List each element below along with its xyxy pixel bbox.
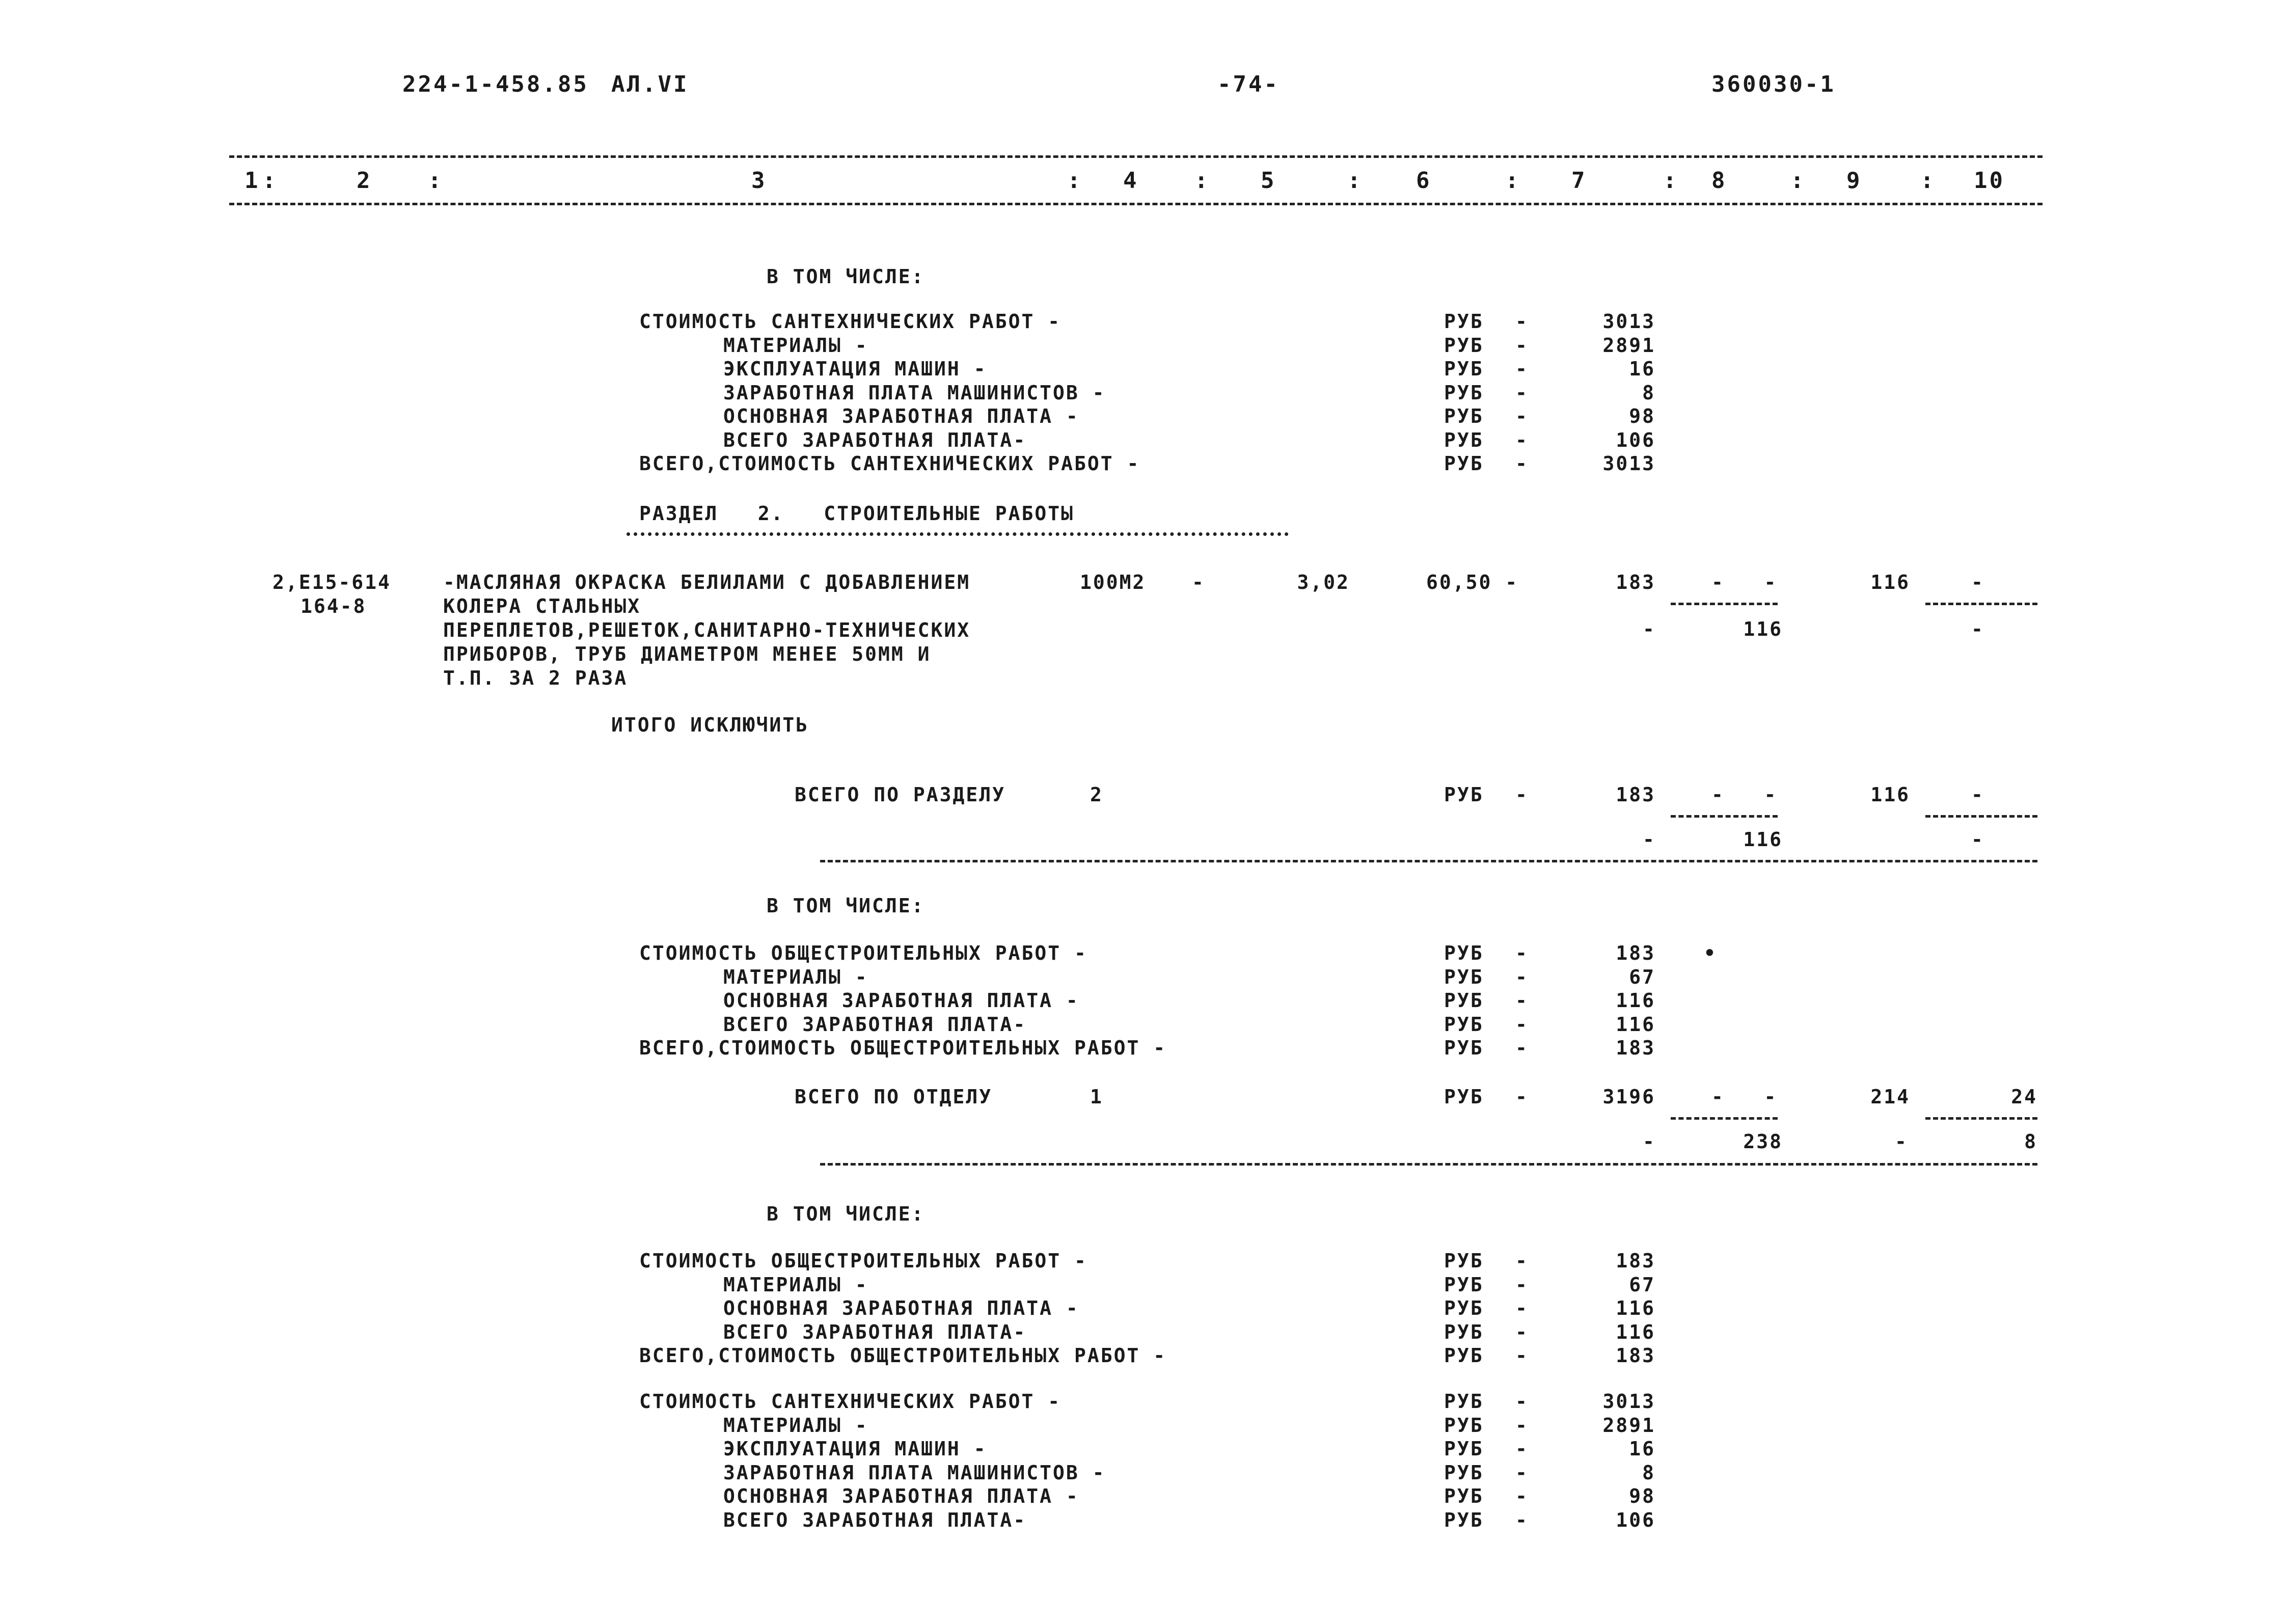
- summary-label: СТОИМОСТЬ САНТЕХНИЧЕСКИХ РАБОТ -: [639, 310, 1062, 333]
- summary-label: ЗАРАБОТНАЯ ПЛАТА МАШИНИСТОВ -: [723, 381, 1106, 404]
- section-total-label: ВСЕГО ПО РАЗДЕЛУ: [795, 783, 1006, 806]
- dept-total-c9-bottom: -: [1895, 1130, 1908, 1153]
- summary-value: 183: [1616, 1250, 1655, 1272]
- column-number: 9: [1846, 168, 1862, 194]
- summary-label: ВСЕГО ЗАРАБОТНАЯ ПЛАТА-: [723, 428, 1027, 451]
- summary-value: 16: [1629, 358, 1655, 380]
- dept-total-num: 1: [1090, 1086, 1103, 1108]
- section2-title: РАЗДЕЛ 2. СТРОИТЕЛЬНЫЕ РАБОТЫ: [639, 502, 1074, 525]
- summary-label: ОСНОВНАЯ ЗАРАБОТНАЯ ПЛАТА -: [723, 1485, 1079, 1507]
- summary-dash: -: [1515, 1013, 1529, 1036]
- column-number: 4: [1123, 168, 1139, 194]
- summary-unit: РУБ: [1444, 1461, 1484, 1484]
- section-total-c9: 116: [1870, 783, 1910, 806]
- summary-value: 67: [1629, 1273, 1655, 1296]
- section-total-c8-top: - -: [1711, 783, 1778, 806]
- summary-label: ВСЕГО,СТОИМОСТЬ ОБЩЕСТРОИТЕЛЬНЫХ РАБОТ -: [639, 1037, 1167, 1059]
- column-separator: :: [1347, 168, 1363, 194]
- summary-dash: -: [1515, 1438, 1529, 1460]
- item-c10-top: -: [1971, 571, 1984, 593]
- summary-label: ВСЕГО ЗАРАБОТНАЯ ПЛАТА-: [723, 1013, 1027, 1036]
- summary-value: 116: [1616, 989, 1655, 1012]
- item-code-1: 2,Е15-614: [273, 571, 391, 593]
- summary-dash: -: [1515, 405, 1529, 427]
- column-number: 2: [357, 168, 372, 194]
- item-description-line: ПЕРЕПЛЕТОВ,РЕШЕТОК,САНИТАРНО-ТЕХНИЧЕСКИХ: [443, 619, 971, 641]
- summary-unit: РУБ: [1444, 1414, 1484, 1437]
- column-number: 6: [1416, 168, 1432, 194]
- summary-value: 3013: [1602, 1390, 1655, 1413]
- summary-label: СТОИМОСТЬ ОБЩЕСТРОИТЕЛЬНЫХ РАБОТ -: [639, 1250, 1087, 1272]
- summary-value: 98: [1629, 405, 1655, 427]
- summary-label: ЭКСПЛУАТАЦИЯ МАШИН -: [723, 358, 987, 380]
- summary-value: 183: [1616, 942, 1655, 964]
- summary-value: 3013: [1602, 452, 1655, 475]
- summary-label: ВСЕГО ЗАРАБОТНАЯ ПЛАТА-: [723, 1508, 1027, 1531]
- item-description-line: КОЛЕРА СТАЛЬНЫХ: [443, 595, 641, 617]
- summary-unit: РУБ: [1444, 358, 1484, 380]
- item-description-line: -МАСЛЯНАЯ ОКРАСКА БЕЛИЛАМИ С ДОБАВЛЕНИЕМ: [443, 571, 971, 593]
- dept-total-value: 3196: [1602, 1086, 1655, 1108]
- summary-unit: РУБ: [1444, 1485, 1484, 1507]
- summary-dash: -: [1515, 1250, 1529, 1272]
- summary-unit: РУБ: [1444, 310, 1484, 333]
- column-number: 8: [1711, 168, 1727, 194]
- summary-unit: РУБ: [1444, 1320, 1484, 1343]
- summary-label: ОСНОВНАЯ ЗАРАБОТНАЯ ПЛАТА -: [723, 989, 1079, 1012]
- summary-dash: -: [1515, 358, 1529, 380]
- summary-unit: РУБ: [1444, 1438, 1484, 1460]
- summary-unit: РУБ: [1444, 1273, 1484, 1296]
- column-separator: :: [428, 168, 444, 194]
- summary-unit: РУБ: [1444, 1508, 1484, 1531]
- summary-dash: -: [1515, 1273, 1529, 1296]
- item-c10-rule: [1925, 603, 2037, 605]
- block3-heading: В ТОМ ЧИСЛЕ:: [767, 1203, 925, 1225]
- summary-unit: РУБ: [1444, 942, 1484, 964]
- item-col5: -: [1192, 571, 1205, 593]
- summary-value: 2891: [1602, 334, 1655, 357]
- summary-value: 2891: [1602, 1414, 1655, 1437]
- summary-dash: -: [1515, 1414, 1529, 1437]
- column-number: 3: [751, 168, 767, 194]
- dept-total-c8-bottom: 238: [1743, 1130, 1783, 1153]
- item-code-2: 164-8: [301, 595, 367, 617]
- item-c9: 116: [1870, 571, 1910, 593]
- summary-unit: РУБ: [1444, 1250, 1484, 1272]
- summary-value: 16: [1629, 1438, 1655, 1460]
- summary-dash: -: [1515, 1297, 1529, 1319]
- summary-label: МАТЕРИАЛЫ -: [723, 1414, 868, 1437]
- summary-value: 98: [1629, 1485, 1655, 1507]
- summary-dash: -: [1515, 965, 1529, 988]
- summary-dash: -: [1515, 428, 1529, 451]
- item-unit: 100М2: [1080, 571, 1146, 593]
- item-qty: 3,02: [1297, 571, 1350, 593]
- item-description-line: ПРИБОРОВ, ТРУБ ДИАМЕТРОМ МЕНЕЕ 50ММ И: [443, 643, 931, 665]
- section-total-unit: РУБ: [1444, 783, 1484, 806]
- summary-value: 183: [1616, 1344, 1655, 1367]
- section-total-c10-bottom: -: [1971, 828, 1984, 851]
- summary-value: 183: [1616, 1037, 1655, 1059]
- column-separator: :: [1067, 168, 1083, 194]
- section2-underline: [627, 532, 1289, 536]
- item-c8-rule: [1671, 603, 1778, 605]
- dept-total-c10-top: 24: [2011, 1086, 2037, 1108]
- summary-unit: РУБ: [1444, 1013, 1484, 1036]
- summary-label: МАТЕРИАЛЫ -: [723, 965, 868, 988]
- summary-dash: -: [1515, 310, 1529, 333]
- dept-total-rule: [820, 1163, 2037, 1166]
- summary-unit: РУБ: [1444, 381, 1484, 404]
- summary-label: МАТЕРИАЛЫ -: [723, 334, 868, 357]
- column-number: 5: [1261, 168, 1276, 194]
- album-label: АЛ.VI: [611, 71, 689, 97]
- summary-dash: -: [1515, 1390, 1529, 1413]
- table-top-rule: [229, 155, 2043, 158]
- summary-value: 106: [1616, 1508, 1655, 1531]
- column-separator: :: [1790, 168, 1806, 194]
- column-separator: :: [1505, 168, 1521, 194]
- column-number: 7: [1571, 168, 1587, 194]
- summary-unit: РУБ: [1444, 405, 1484, 427]
- summary-label: СТОИМОСТЬ САНТЕХНИЧЕСКИХ РАБОТ -: [639, 1390, 1062, 1413]
- summary-unit: РУБ: [1444, 1344, 1484, 1367]
- summary-label: ОСНОВНАЯ ЗАРАБОТНАЯ ПЛАТА -: [723, 1297, 1079, 1319]
- item-c8-top: - -: [1711, 571, 1778, 593]
- column-separator: :: [1920, 168, 1936, 194]
- dept-total-unit: РУБ: [1444, 1086, 1484, 1108]
- summary-dash: -: [1515, 452, 1529, 475]
- summary-unit: РУБ: [1444, 1037, 1484, 1059]
- summary-dash: -: [1515, 1320, 1529, 1343]
- dept-total-label: ВСЕГО ПО ОТДЕЛУ: [795, 1086, 993, 1108]
- summary-dash: -: [1515, 1508, 1529, 1531]
- sheet-code: 360030-1: [1711, 71, 1836, 97]
- summary-label: СТОИМОСТЬ ОБЩЕСТРОИТЕЛЬНЫХ РАБОТ -: [639, 942, 1087, 964]
- exclude-label: ИТОГО ИСКЛЮЧИТЬ: [611, 714, 809, 736]
- summary-value: 106: [1616, 428, 1655, 451]
- item-c7-bottom: -: [1643, 618, 1656, 640]
- summary-dash: -: [1515, 1461, 1529, 1484]
- summary-value: 67: [1629, 965, 1655, 988]
- summary-dash: -: [1515, 1344, 1529, 1367]
- block1-heading: В ТОМ ЧИСЛЕ:: [767, 265, 925, 288]
- dept-total-c10-rule: [1925, 1117, 2037, 1120]
- dept-total-c8-top: - -: [1711, 1086, 1778, 1108]
- summary-value: 8: [1642, 1461, 1655, 1484]
- column-separator: :: [1194, 168, 1210, 194]
- dept-total-c9: 214: [1870, 1086, 1910, 1108]
- summary-label: ВСЕГО,СТОИМОСТЬ ОБЩЕСТРОИТЕЛЬНЫХ РАБОТ -: [639, 1344, 1167, 1367]
- column-separator: :: [262, 168, 278, 194]
- summary-dash: -: [1515, 1485, 1529, 1507]
- summary-unit: РУБ: [1444, 334, 1484, 357]
- summary-label: ОСНОВНАЯ ЗАРАБОТНАЯ ПЛАТА -: [723, 405, 1079, 427]
- item-c8-bottom: 116: [1743, 618, 1783, 640]
- section-total-c10-top: -: [1971, 783, 1984, 806]
- column-number: 10: [1974, 168, 2005, 194]
- summary-dash: -: [1515, 334, 1529, 357]
- doc-code: 224-1-458.85: [402, 71, 589, 97]
- summary-unit: РУБ: [1444, 428, 1484, 451]
- summary-unit: РУБ: [1444, 1390, 1484, 1413]
- item-price: 60,50 -: [1426, 571, 1519, 593]
- summary-label: МАТЕРИАЛЫ -: [723, 1273, 868, 1296]
- summary-unit: РУБ: [1444, 989, 1484, 1012]
- summary-value: 8: [1642, 381, 1655, 404]
- summary-value: 3013: [1602, 310, 1655, 333]
- dept-total-c7-bottom: -: [1643, 1130, 1656, 1153]
- summary-dash: -: [1515, 989, 1529, 1012]
- section-total-c8-rule: [1671, 815, 1778, 818]
- section-total-value: 183: [1616, 783, 1655, 806]
- summary-value: 116: [1616, 1297, 1655, 1319]
- section-total-dash: -: [1515, 783, 1529, 806]
- dept-total-c10-bottom: 8: [2024, 1130, 2037, 1153]
- summary-unit: РУБ: [1444, 1297, 1484, 1319]
- section-total-c7-bottom: -: [1643, 828, 1656, 851]
- summary-dash: -: [1515, 1037, 1529, 1059]
- summary-value: 116: [1616, 1320, 1655, 1343]
- section-total-num: 2: [1090, 783, 1103, 806]
- page-number: -74-: [1217, 71, 1280, 97]
- summary-label: ЭКСПЛУАТАЦИЯ МАШИН -: [723, 1438, 987, 1460]
- summary-value: 116: [1616, 1013, 1655, 1036]
- block2-heading: В ТОМ ЧИСЛЕ:: [767, 895, 925, 917]
- summary-unit: РУБ: [1444, 452, 1484, 475]
- item-total: 183: [1616, 571, 1655, 593]
- summary-unit: РУБ: [1444, 965, 1484, 988]
- item-description-line: Т.П. ЗА 2 РАЗА: [443, 667, 628, 689]
- column-number: 1: [244, 168, 260, 194]
- table-header-rule: [229, 203, 2043, 205]
- summary-dash: -: [1515, 942, 1529, 964]
- column-separator: :: [1663, 168, 1679, 194]
- stray-mark: •: [1704, 942, 1717, 964]
- item-c10-bottom: -: [1971, 618, 1984, 640]
- summary-label: ВСЕГО ЗАРАБОТНАЯ ПЛАТА-: [723, 1320, 1027, 1343]
- summary-dash: -: [1515, 381, 1529, 404]
- dept-total-c8-rule: [1671, 1117, 1778, 1120]
- section-total-c8-bottom: 116: [1743, 828, 1783, 851]
- summary-label: ЗАРАБОТНАЯ ПЛАТА МАШИНИСТОВ -: [723, 1461, 1106, 1484]
- section-total-c10-rule: [1925, 815, 2037, 818]
- summary-label: ВСЕГО,СТОИМОСТЬ САНТЕХНИЧЕСКИХ РАБОТ -: [639, 452, 1140, 475]
- dept-total-dash: -: [1515, 1086, 1529, 1108]
- section-total-rule: [820, 860, 2037, 862]
